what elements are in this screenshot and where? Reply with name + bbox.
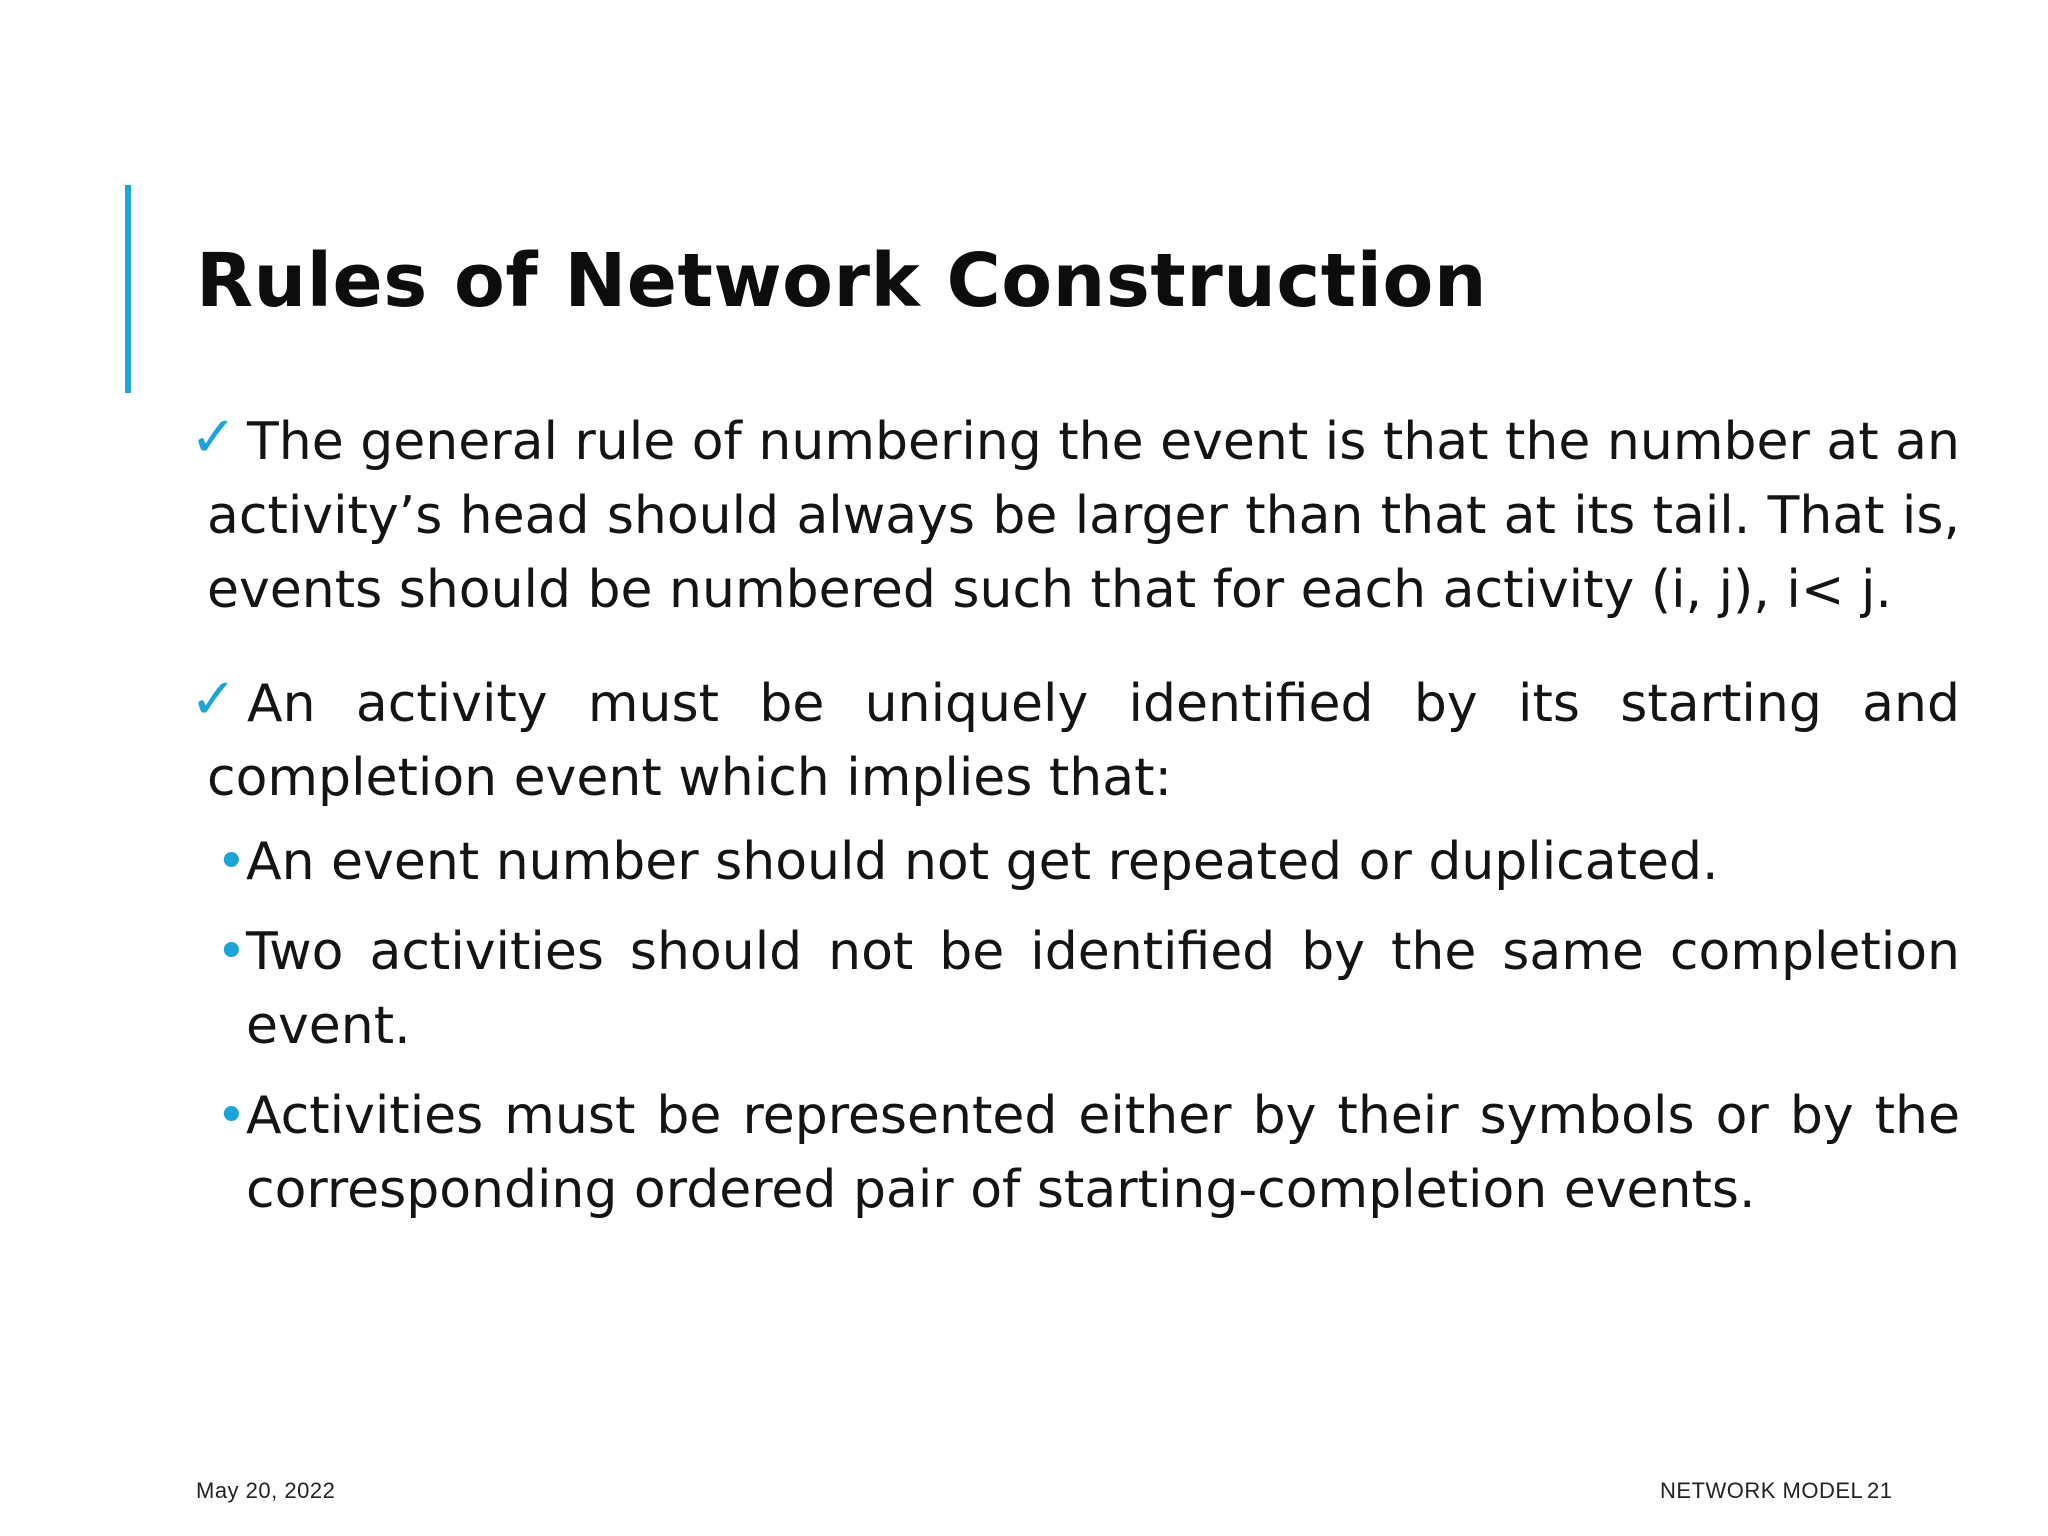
bullet-dot-icon: • [216, 1086, 247, 1146]
title-accent-bar [125, 185, 131, 393]
sub-bullet-text: Two activities should not be identified by the same completion event. [246, 922, 1960, 1056]
slide-title: Rules of Network Construction [196, 238, 1488, 324]
sub-bullet-item [216, 915, 1960, 1063]
bullet-point-text: The general rule of numbering the event is that the number at an activity’s head should always be larger than that at its tail. That is, events should be numbered such that for each activity (i, j), i< j. [207, 412, 1960, 620]
bullet-point-2 [190, 667, 1960, 815]
bullet-dot-icon: • [216, 922, 247, 982]
sub-bullet-item [216, 825, 1960, 899]
footer-section-title: NETWORK MODEL [1660, 1478, 1864, 1503]
bullet-point-1 [190, 405, 1960, 627]
checkmark-icon: ✓ [190, 667, 237, 732]
sub-bullet-text: Activities must be represented either by their symbols or by the corresponding ordered pair of starting-completion events. [246, 1086, 1960, 1220]
slide-content [190, 405, 1960, 1227]
sub-bullet-list [190, 825, 1960, 1227]
bullet-point-text: An activity must be uniquely identified by its starting and completion event which implies that: [207, 674, 1960, 808]
sub-bullet-text: An event number should not get repeated or duplicated. [246, 832, 1719, 892]
sub-bullet-item [216, 1079, 1960, 1227]
bullet-dot-icon: • [216, 832, 247, 892]
checkmark-icon: ✓ [190, 405, 237, 470]
footer-date: May 20, 2022 [196, 1478, 336, 1503]
footer-page-number: 21 [1867, 1478, 1893, 1503]
